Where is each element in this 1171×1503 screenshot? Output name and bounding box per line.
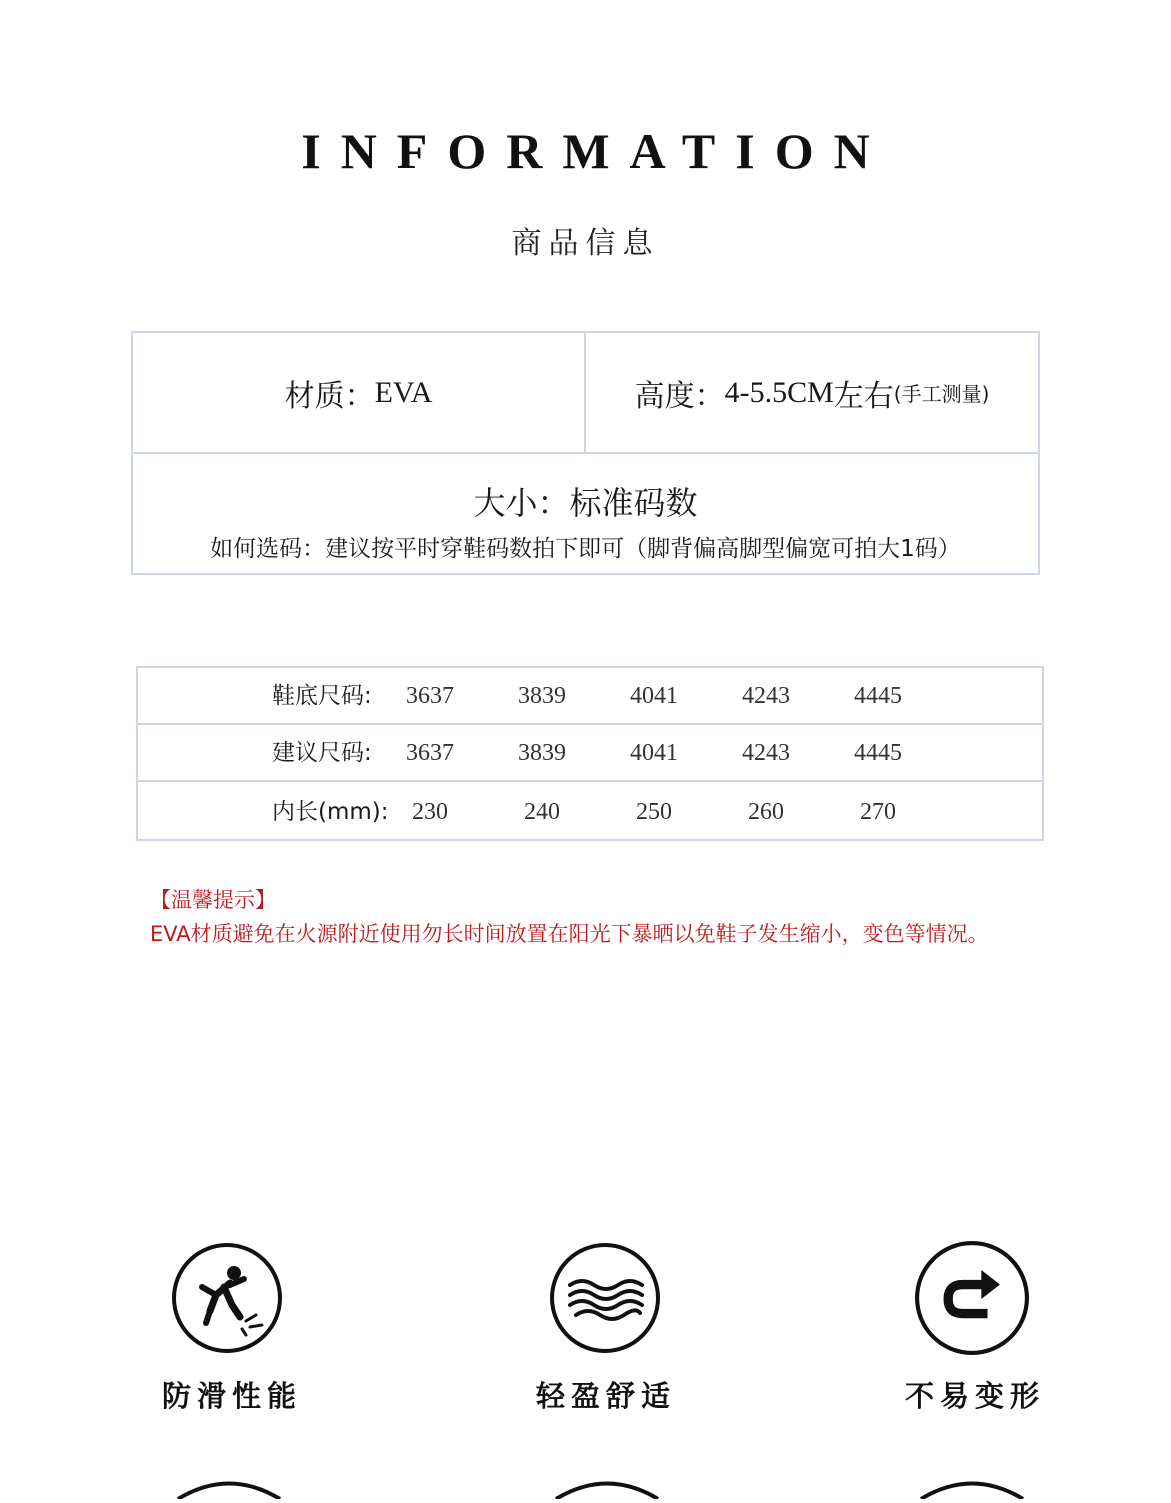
row-label: 建议尺码: — [272, 740, 372, 766]
table-cell: 4041 — [630, 683, 678, 709]
product-info-table — [131, 331, 1040, 575]
table-row — [138, 668, 1042, 725]
size-note: 如何选码：建议按平时穿鞋码数拍下即可（脚背偏高脚型偏宽可拍大1码） — [210, 536, 961, 562]
row-label: 内长(mm): — [272, 799, 389, 825]
page-subtitle: 商品信息 — [511, 226, 660, 261]
height-cell — [586, 333, 1038, 452]
no-deform-icon — [915, 1241, 1029, 1359]
table-cell: 4445 — [854, 740, 902, 766]
table-cell: 3839 — [518, 740, 566, 766]
table-cell: 3839 — [518, 683, 566, 709]
table-cell: 260 — [748, 799, 784, 825]
info-row — [133, 333, 1038, 454]
table-row — [138, 725, 1042, 782]
size-info-row — [133, 454, 1038, 573]
partial-feature-icon — [172, 1480, 286, 1503]
table-cell: 3637 — [406, 740, 454, 766]
size-chart-table — [136, 666, 1044, 841]
height-value: 4-5.5CM — [724, 375, 834, 409]
size-title: 大小：标准码数 — [473, 484, 698, 522]
page-title: INFORMATION — [301, 123, 890, 179]
lightweight-icon — [550, 1243, 660, 1357]
height-note: (手工测量) — [893, 382, 990, 406]
table-cell: 4041 — [630, 740, 678, 766]
height-suffix: 左右 — [833, 378, 894, 414]
height-label: 高度： — [634, 378, 725, 414]
table-cell: 4243 — [742, 740, 790, 766]
partial-feature-icon — [550, 1480, 664, 1503]
tip-title: 【温馨提示】 — [150, 888, 276, 912]
table-cell: 4243 — [742, 683, 790, 709]
table-cell: 270 — [860, 799, 896, 825]
feature-label-anti-slip: 防滑性能 — [162, 1379, 303, 1413]
table-cell: 250 — [636, 799, 672, 825]
table-cell: 240 — [524, 799, 560, 825]
table-cell: 4445 — [854, 683, 902, 709]
material-value: EVA — [374, 375, 433, 409]
row-label: 鞋底尺码: — [272, 683, 372, 709]
partial-feature-icon — [915, 1480, 1029, 1503]
table-cell: 3637 — [406, 683, 454, 709]
feature-label-lightweight: 轻盈舒适 — [536, 1379, 677, 1413]
material-cell — [133, 333, 586, 452]
tip-text: EVA材质避免在火源附近使用勿长时间放置在阳光下暴晒以免鞋子发生缩小，变色等情况。 — [150, 922, 989, 946]
material-label: 材质： — [284, 378, 375, 414]
anti-slip-icon — [172, 1243, 282, 1357]
table-row — [138, 784, 1042, 841]
feature-label-no-deform: 不易变形 — [905, 1379, 1046, 1413]
table-cell: 230 — [412, 799, 448, 825]
